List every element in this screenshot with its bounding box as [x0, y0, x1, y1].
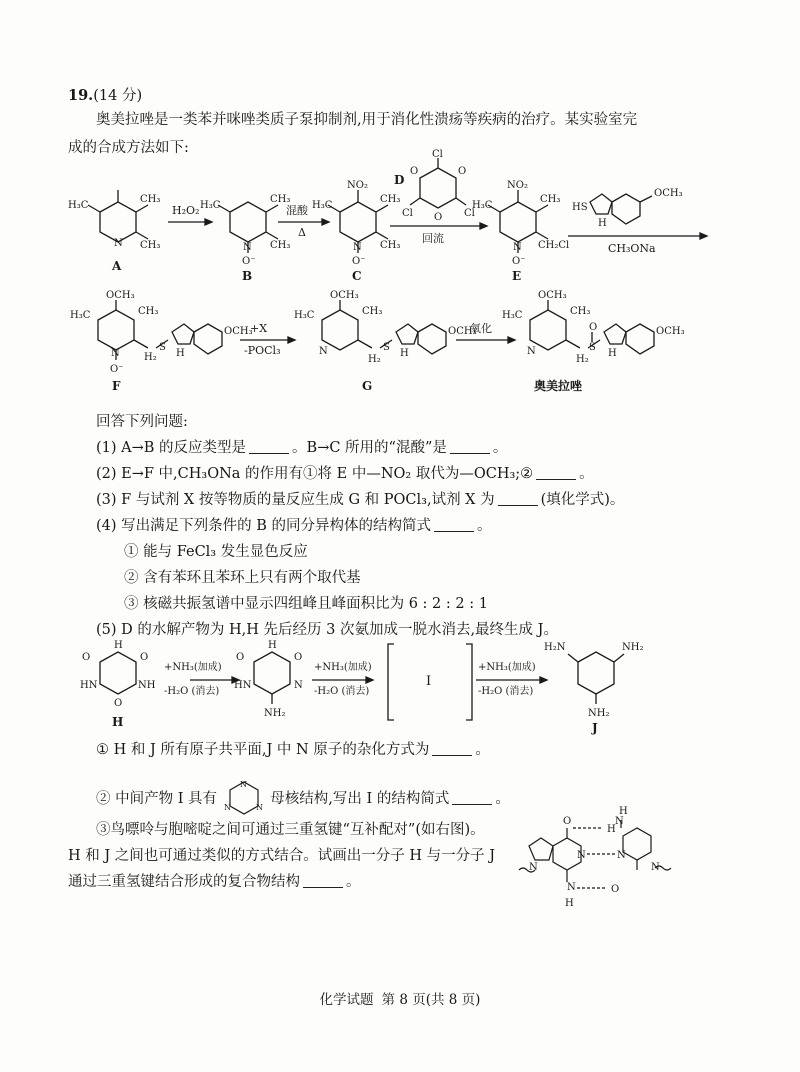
reagent-mixed-acid: 混酸	[286, 204, 308, 217]
answer-blank-5-2[interactable]	[452, 790, 492, 805]
molecule-J-ring	[578, 652, 614, 694]
reagent-minus-pocl3: -POCl₃	[244, 344, 281, 357]
condition-2: ② 含有苯环且苯环上只有两个取代基	[124, 570, 361, 586]
svg-text:N: N	[223, 803, 231, 812]
svg-text:H₃C: H₃C	[312, 200, 333, 211]
reagent-heat: Δ	[298, 226, 306, 239]
footer-subject: 化学试题	[319, 992, 374, 1008]
condition-3: ③ 核磁共振氢谱中显示四组峰且峰面积比为 6 : 2 : 2 : 1	[124, 596, 488, 612]
svg-text:OCH₃: OCH₃	[330, 290, 359, 301]
svg-text:Cl: Cl	[432, 149, 443, 160]
svg-text:O: O	[589, 322, 598, 333]
svg-text:H₃C: H₃C	[68, 200, 89, 211]
intermediate-I-left-bracket	[388, 644, 394, 720]
molecule-G-ring	[322, 310, 358, 350]
answer-blank-2[interactable]	[536, 465, 576, 480]
svg-text:H: H	[619, 806, 628, 817]
svg-text:CH₃: CH₃	[140, 194, 161, 205]
label-G: G	[362, 379, 373, 393]
question-header	[68, 86, 142, 106]
part-5-2: ② 中间产物 I 具有 N N N 母核结构,写出 I 的结构简式 。	[96, 778, 510, 816]
svg-text:H₂: H₂	[144, 352, 157, 363]
reagent-nh3-add-1: +NH₃(加成)	[164, 662, 222, 673]
reagent-oxidation: 氧化	[470, 322, 492, 335]
svg-text:O⁻: O⁻	[352, 256, 366, 267]
svg-text:OCH₃: OCH₃	[538, 290, 567, 301]
svg-text:N: N	[577, 850, 586, 861]
thiol-reagent-ring	[590, 194, 612, 214]
part-2: (2) E→F 中,CH₃ONa 的作用有①将 E 中—NO₂ 取代为—OCH₃;② 。	[96, 466, 594, 482]
svg-text:O⁻: O⁻	[110, 364, 124, 375]
svg-text:H₃C: H₃C	[200, 200, 221, 211]
svg-text:CH₂Cl: CH₂Cl	[538, 240, 570, 251]
svg-text:CH₃: CH₃	[380, 240, 401, 251]
svg-text:H₂: H₂	[368, 354, 381, 365]
molecule-F-ring	[98, 310, 134, 350]
reagent-reflux: 回流	[422, 232, 444, 245]
svg-text:N: N	[617, 850, 626, 861]
svg-text:OCH₃: OCH₃	[224, 326, 253, 337]
svg-text:N: N	[114, 238, 123, 249]
molecule-E-ring	[500, 202, 536, 242]
svg-text:O: O	[611, 884, 620, 895]
molecule-H-ring	[100, 652, 136, 694]
label-B: B	[242, 269, 253, 283]
svg-text:H₃C: H₃C	[294, 310, 315, 321]
svg-text:N: N	[567, 882, 576, 893]
label-omeprazole: 奥美拉唑	[534, 379, 583, 393]
svg-text:O: O	[458, 166, 467, 177]
page-footer	[0, 988, 800, 1008]
label-A: A	[112, 259, 122, 273]
svg-text:H: H	[565, 898, 574, 909]
answer-blank-1a[interactable]	[249, 439, 289, 454]
svg-text:NH: NH	[138, 680, 156, 691]
svg-text:O: O	[140, 652, 149, 663]
intro-line-2: 成的合成方法如下:	[68, 140, 189, 156]
reagent-h2o-elim-3: -H₂O (消去)	[478, 686, 534, 697]
svg-text:H: H	[400, 348, 409, 359]
svg-text:CH₃: CH₃	[540, 194, 561, 205]
footer-page: 第 8 页(共 8 页)	[381, 992, 481, 1008]
svg-text:NH₂: NH₂	[264, 708, 286, 719]
svg-text:N: N	[239, 780, 247, 789]
svg-text:NH₂: NH₂	[588, 708, 610, 719]
svg-text:O⁻: O⁻	[242, 256, 256, 267]
svg-text:S: S	[589, 342, 596, 353]
svg-text:OCH₃: OCH₃	[448, 326, 477, 337]
svg-text:N: N	[243, 242, 252, 253]
part-5: (5) D 的水解产物为 H,H 先后经历 3 次氨加成一脱水消去,最终生成 J。	[96, 622, 558, 638]
svg-text:HN: HN	[234, 680, 252, 691]
part-5-3-line-2: H 和 J 之间也可通过类似的方式结合。试画出一分子 H 与一分子 J	[68, 848, 496, 864]
svg-text:O: O	[82, 652, 91, 663]
svg-text:S: S	[383, 342, 390, 353]
molecule-product-ring	[530, 310, 566, 350]
label-J: J	[592, 721, 598, 735]
answer-blank-3[interactable]	[498, 491, 538, 506]
svg-text:CH₃: CH₃	[570, 306, 591, 317]
molecule-A-ring	[100, 202, 136, 242]
svg-text:HN: HN	[80, 680, 98, 691]
svg-text:O: O	[114, 698, 123, 709]
svg-text:CH₃: CH₃	[270, 194, 291, 205]
svg-text:N: N	[615, 816, 624, 827]
molecule-B-ring	[230, 202, 266, 242]
label-E: E	[512, 269, 522, 283]
part-5-1: ① H 和 J 所有原子共平面,J 中 N 原子的杂化方式为 。	[96, 742, 490, 758]
intermediate-I-right-bracket	[466, 644, 472, 720]
svg-text:S: S	[159, 342, 166, 353]
svg-text:N: N	[513, 242, 522, 253]
svg-text:H: H	[176, 348, 185, 359]
svg-text:Cl: Cl	[464, 208, 475, 219]
svg-text:H₂: H₂	[576, 354, 589, 365]
svg-text:NO₂: NO₂	[347, 180, 368, 191]
reagent-nh3-add-2: +NH₃(加成)	[314, 662, 372, 673]
svg-text:HS: HS	[572, 202, 588, 213]
svg-text:H₃C: H₃C	[70, 310, 91, 321]
molecule-C-ring	[340, 202, 376, 242]
svg-text:O: O	[236, 652, 245, 663]
svg-text:H₂N: H₂N	[544, 642, 566, 653]
part-3: (3) F 与试剂 X 按等物质的量反应生成 G 和 POCl₃,试剂 X 为 (填化学式)。	[96, 492, 625, 508]
label-F: F	[112, 379, 121, 393]
label-D: D	[394, 173, 405, 187]
part-5-3-line-3: 通过三重氢键结合形成的复合物结构 。	[68, 874, 361, 890]
svg-text:CH₃: CH₃	[270, 240, 291, 251]
svg-text:O: O	[563, 816, 572, 827]
svg-text:CH₃: CH₃	[380, 194, 401, 205]
svg-text:H: H	[607, 824, 616, 835]
svg-text:N: N	[294, 680, 303, 691]
molecule-intermediate-ring	[254, 652, 290, 694]
reagent-nh3-add-3: +NH₃(加成)	[478, 662, 536, 673]
question-number: 19.	[68, 87, 94, 104]
part-5-3-line-1: ③鸟嘌呤与胞嘧啶之间可通过三重氢键“互补配对”(如右图)。	[96, 822, 485, 838]
svg-text:N: N	[529, 862, 538, 873]
svg-text:N: N	[255, 803, 263, 812]
synthesis-scheme-row-2	[60, 292, 750, 404]
reagent-h2o2: H₂O₂	[172, 204, 200, 217]
part-4: (4) 写出满足下列条件的 B 的同分异构体的结构简式 。	[96, 518, 492, 534]
answer-blank-5-1[interactable]	[432, 741, 472, 756]
answer-blank-1b[interactable]	[450, 439, 490, 454]
reagent-h2o-elim-1: -H₂O (消去)	[164, 686, 220, 697]
svg-text:Cl: Cl	[402, 208, 413, 219]
svg-text:CH₃: CH₃	[362, 306, 383, 317]
svg-text:N: N	[353, 242, 362, 253]
question-score: (14 分)	[93, 88, 143, 104]
svg-text:H: H	[598, 218, 607, 229]
svg-text:H₃C: H₃C	[502, 310, 523, 321]
svg-text:N: N	[527, 346, 536, 357]
svg-text:NH₂: NH₂	[622, 642, 644, 653]
svg-text:N: N	[651, 862, 660, 873]
reagent-ch3ona: CH₃ONa	[608, 242, 656, 255]
svg-text:N: N	[111, 348, 120, 359]
reagent-x: +X	[250, 322, 268, 335]
answer-blank-4[interactable]	[434, 517, 474, 532]
svg-text:O: O	[294, 652, 303, 663]
condition-1: ① 能与 FeCl₃ 发生显色反应	[124, 544, 308, 560]
svg-text:OCH₃: OCH₃	[106, 290, 135, 301]
svg-text:OCH₃: OCH₃	[654, 188, 683, 199]
svg-text:CH₃: CH₃	[140, 240, 161, 251]
base-pair-diagram	[515, 806, 685, 912]
svg-text:NO₂: NO₂	[507, 180, 528, 191]
answer-blank-5-3[interactable]	[303, 873, 343, 888]
label-C: C	[352, 269, 362, 283]
part-1: (1) A→B 的反应类型是 。B→C 所用的“混酸”是 。	[96, 440, 508, 456]
synthesis-scheme-row-1	[60, 150, 750, 290]
svg-text:N: N	[319, 346, 328, 357]
molecule-D-ring	[420, 168, 456, 208]
h-to-j-scheme	[60, 634, 700, 734]
svg-text:OCH₃: OCH₃	[656, 326, 685, 337]
intermediate-I-label: I	[426, 674, 432, 689]
svg-text:O: O	[434, 212, 443, 223]
svg-text:H: H	[268, 640, 277, 651]
label-H: H	[112, 715, 124, 729]
svg-text:H: H	[608, 348, 617, 359]
reagent-h2o-elim-2: -H₂O (消去)	[314, 686, 370, 697]
svg-text:H: H	[114, 640, 123, 651]
prompt-text: 回答下列问题:	[96, 414, 188, 430]
intro-line-1: 奥美拉唑是一类苯并咪唑类质子泵抑制剂,用于消化性溃疡等疾病的治疗。某实验室完	[96, 112, 638, 128]
triazine-core-icon	[222, 778, 266, 816]
svg-text:CH₃: CH₃	[138, 306, 159, 317]
svg-text:O⁻: O⁻	[512, 256, 526, 267]
svg-text:H₃C: H₃C	[472, 200, 493, 211]
svg-text:O: O	[410, 166, 419, 177]
